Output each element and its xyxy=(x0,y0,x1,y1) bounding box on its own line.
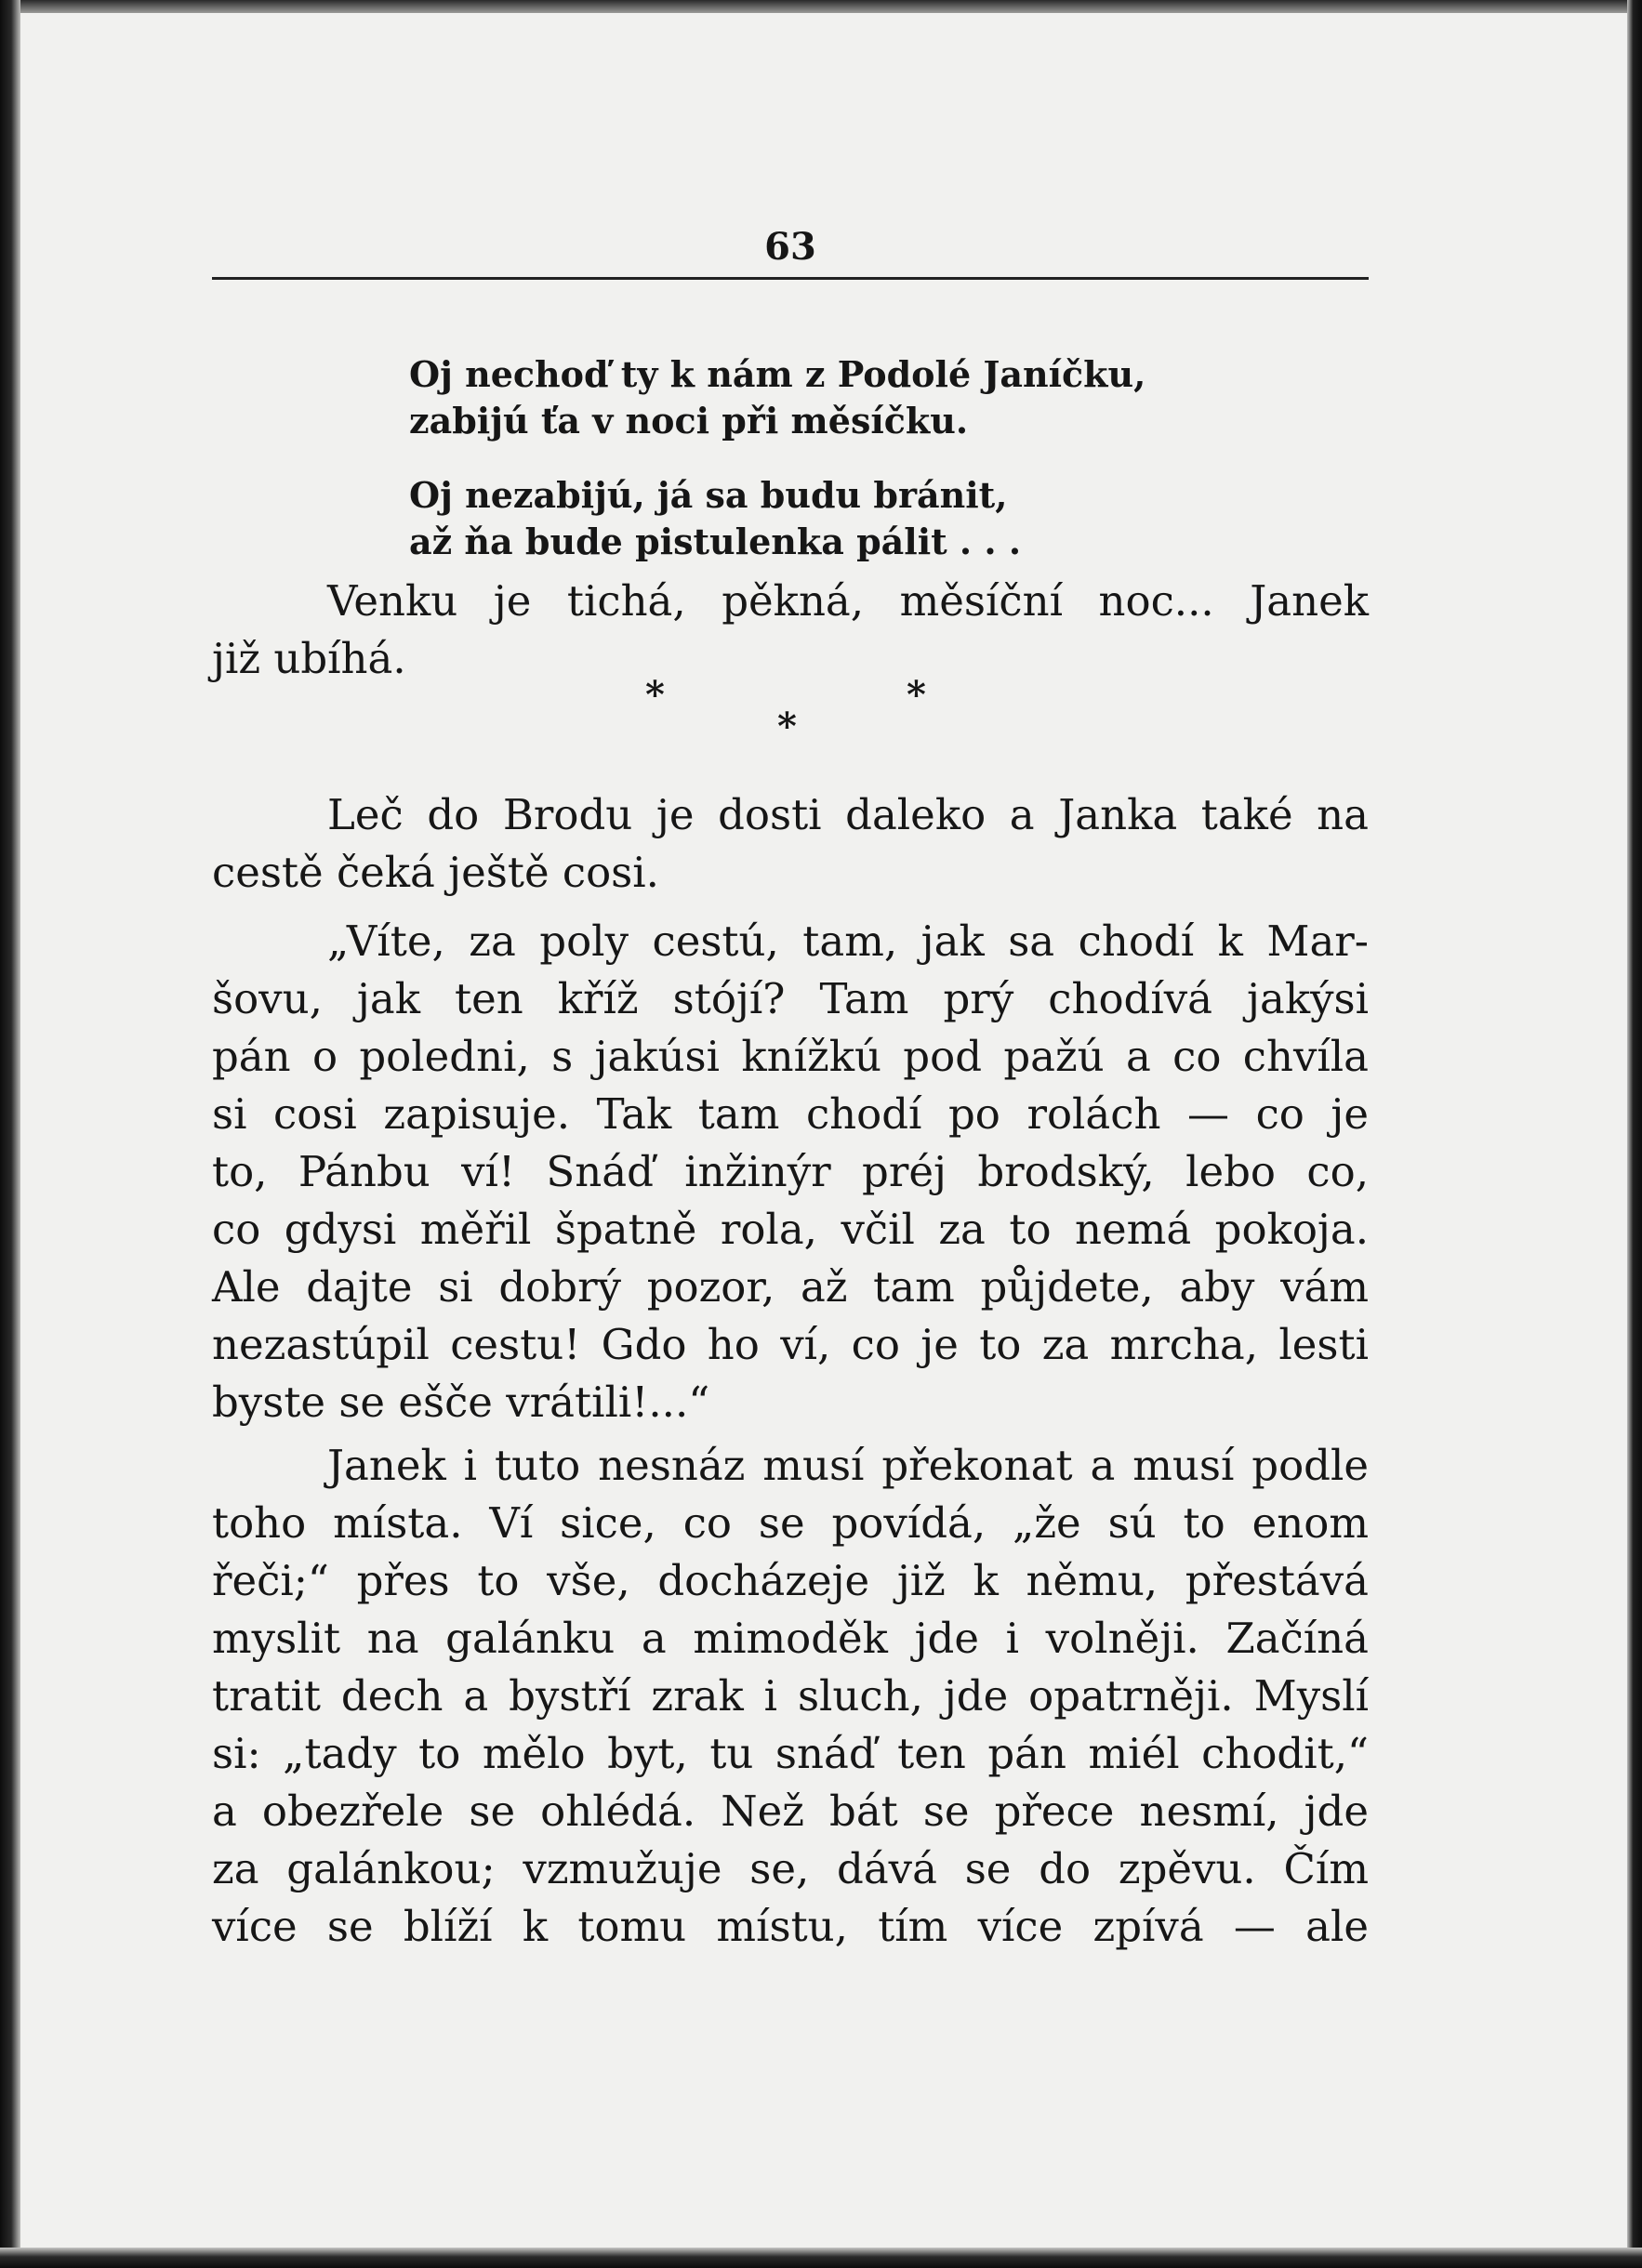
text-line: tratit dech a bystří zrak i sluch, jde opatrněji. Myslí xyxy=(212,1671,1369,1721)
text-line: šovu, jak ten kříž stójí? Tam prý chodívá jakýsi xyxy=(212,974,1369,1023)
text-line: nezastúpil cestu! Gdo ho ví, co je to za mrcha, lesti xyxy=(212,1320,1369,1369)
text-line: řeči;“ přes to vše, docházeje již k němu, přestává xyxy=(212,1556,1369,1605)
text-line: již ubíhá. xyxy=(212,634,406,683)
text-line: Janek i tuto nesnáz musí překonat a musí podle xyxy=(327,1441,1369,1490)
verse-line: zabijú ťa v noci při měsíčku. xyxy=(409,400,969,442)
text-line: pán o poledni, s jakúsi knížkú pod pažú a co chvíla xyxy=(212,1032,1369,1081)
text-line: cestě čeká ještě cosi. xyxy=(212,848,659,897)
asterism-star: * xyxy=(907,673,926,717)
verse-stanza-1 xyxy=(409,351,1385,444)
verse-line: Oj nezabijú, já sa budu bránit, xyxy=(409,474,1008,516)
text-line: byste se ešče vrátili!...“ xyxy=(212,1378,710,1427)
verse-line: Oj nechoď ty k nám z Podolé Janíčku, xyxy=(409,353,1146,395)
text-line: za galánkou; vzmužuje se, dává se do zpěvu. Čím xyxy=(212,1844,1369,1893)
text-line: si cosi zapisuje. Tak tam chodí po rolách — co je xyxy=(212,1089,1369,1139)
text-line: toho místa. Ví sice, co se povídá, „že sú to enom xyxy=(212,1498,1369,1548)
verse-line: až ňa bude pistulenka pálit . . . xyxy=(409,521,1022,562)
text-line: Leč do Brodu je dosti daleko a Janka také na xyxy=(327,790,1369,839)
page-number: 63 xyxy=(764,225,816,269)
asterism-star: * xyxy=(777,705,797,748)
verse-stanza-2 xyxy=(409,472,1385,565)
text-line: Venku je tichá, pěkná, měsíční noc... Janek xyxy=(327,576,1369,626)
text-line: to, Pánbu ví! Snáď inžinýr préj brodský, lebo co, xyxy=(212,1147,1369,1196)
text-line: více se blíží k tomu místu, tím více zpívá — ale xyxy=(212,1902,1369,1951)
asterism-star: * xyxy=(645,673,665,717)
text-line: Ale dajte si dobrý pozor, až tam půjdete, aby vám xyxy=(212,1262,1369,1312)
text-line: a obezřele se ohlédá. Než bát se přece nesmí, jde xyxy=(212,1787,1369,1836)
text-line: co gdysi měřil špatně rola, včil za to nemá pokoja. xyxy=(212,1205,1369,1254)
text-line: si: „tady to mělo byt, tu snáď ten pán miél chodit,“ xyxy=(212,1729,1369,1778)
text-line: „Víte, za poly cestú, tam, jak sa chodí k Mar- xyxy=(327,916,1369,966)
header-rule xyxy=(212,277,1369,280)
text-line: myslit na galánku a mimoděk jde i volněji. Začíná xyxy=(212,1614,1369,1663)
